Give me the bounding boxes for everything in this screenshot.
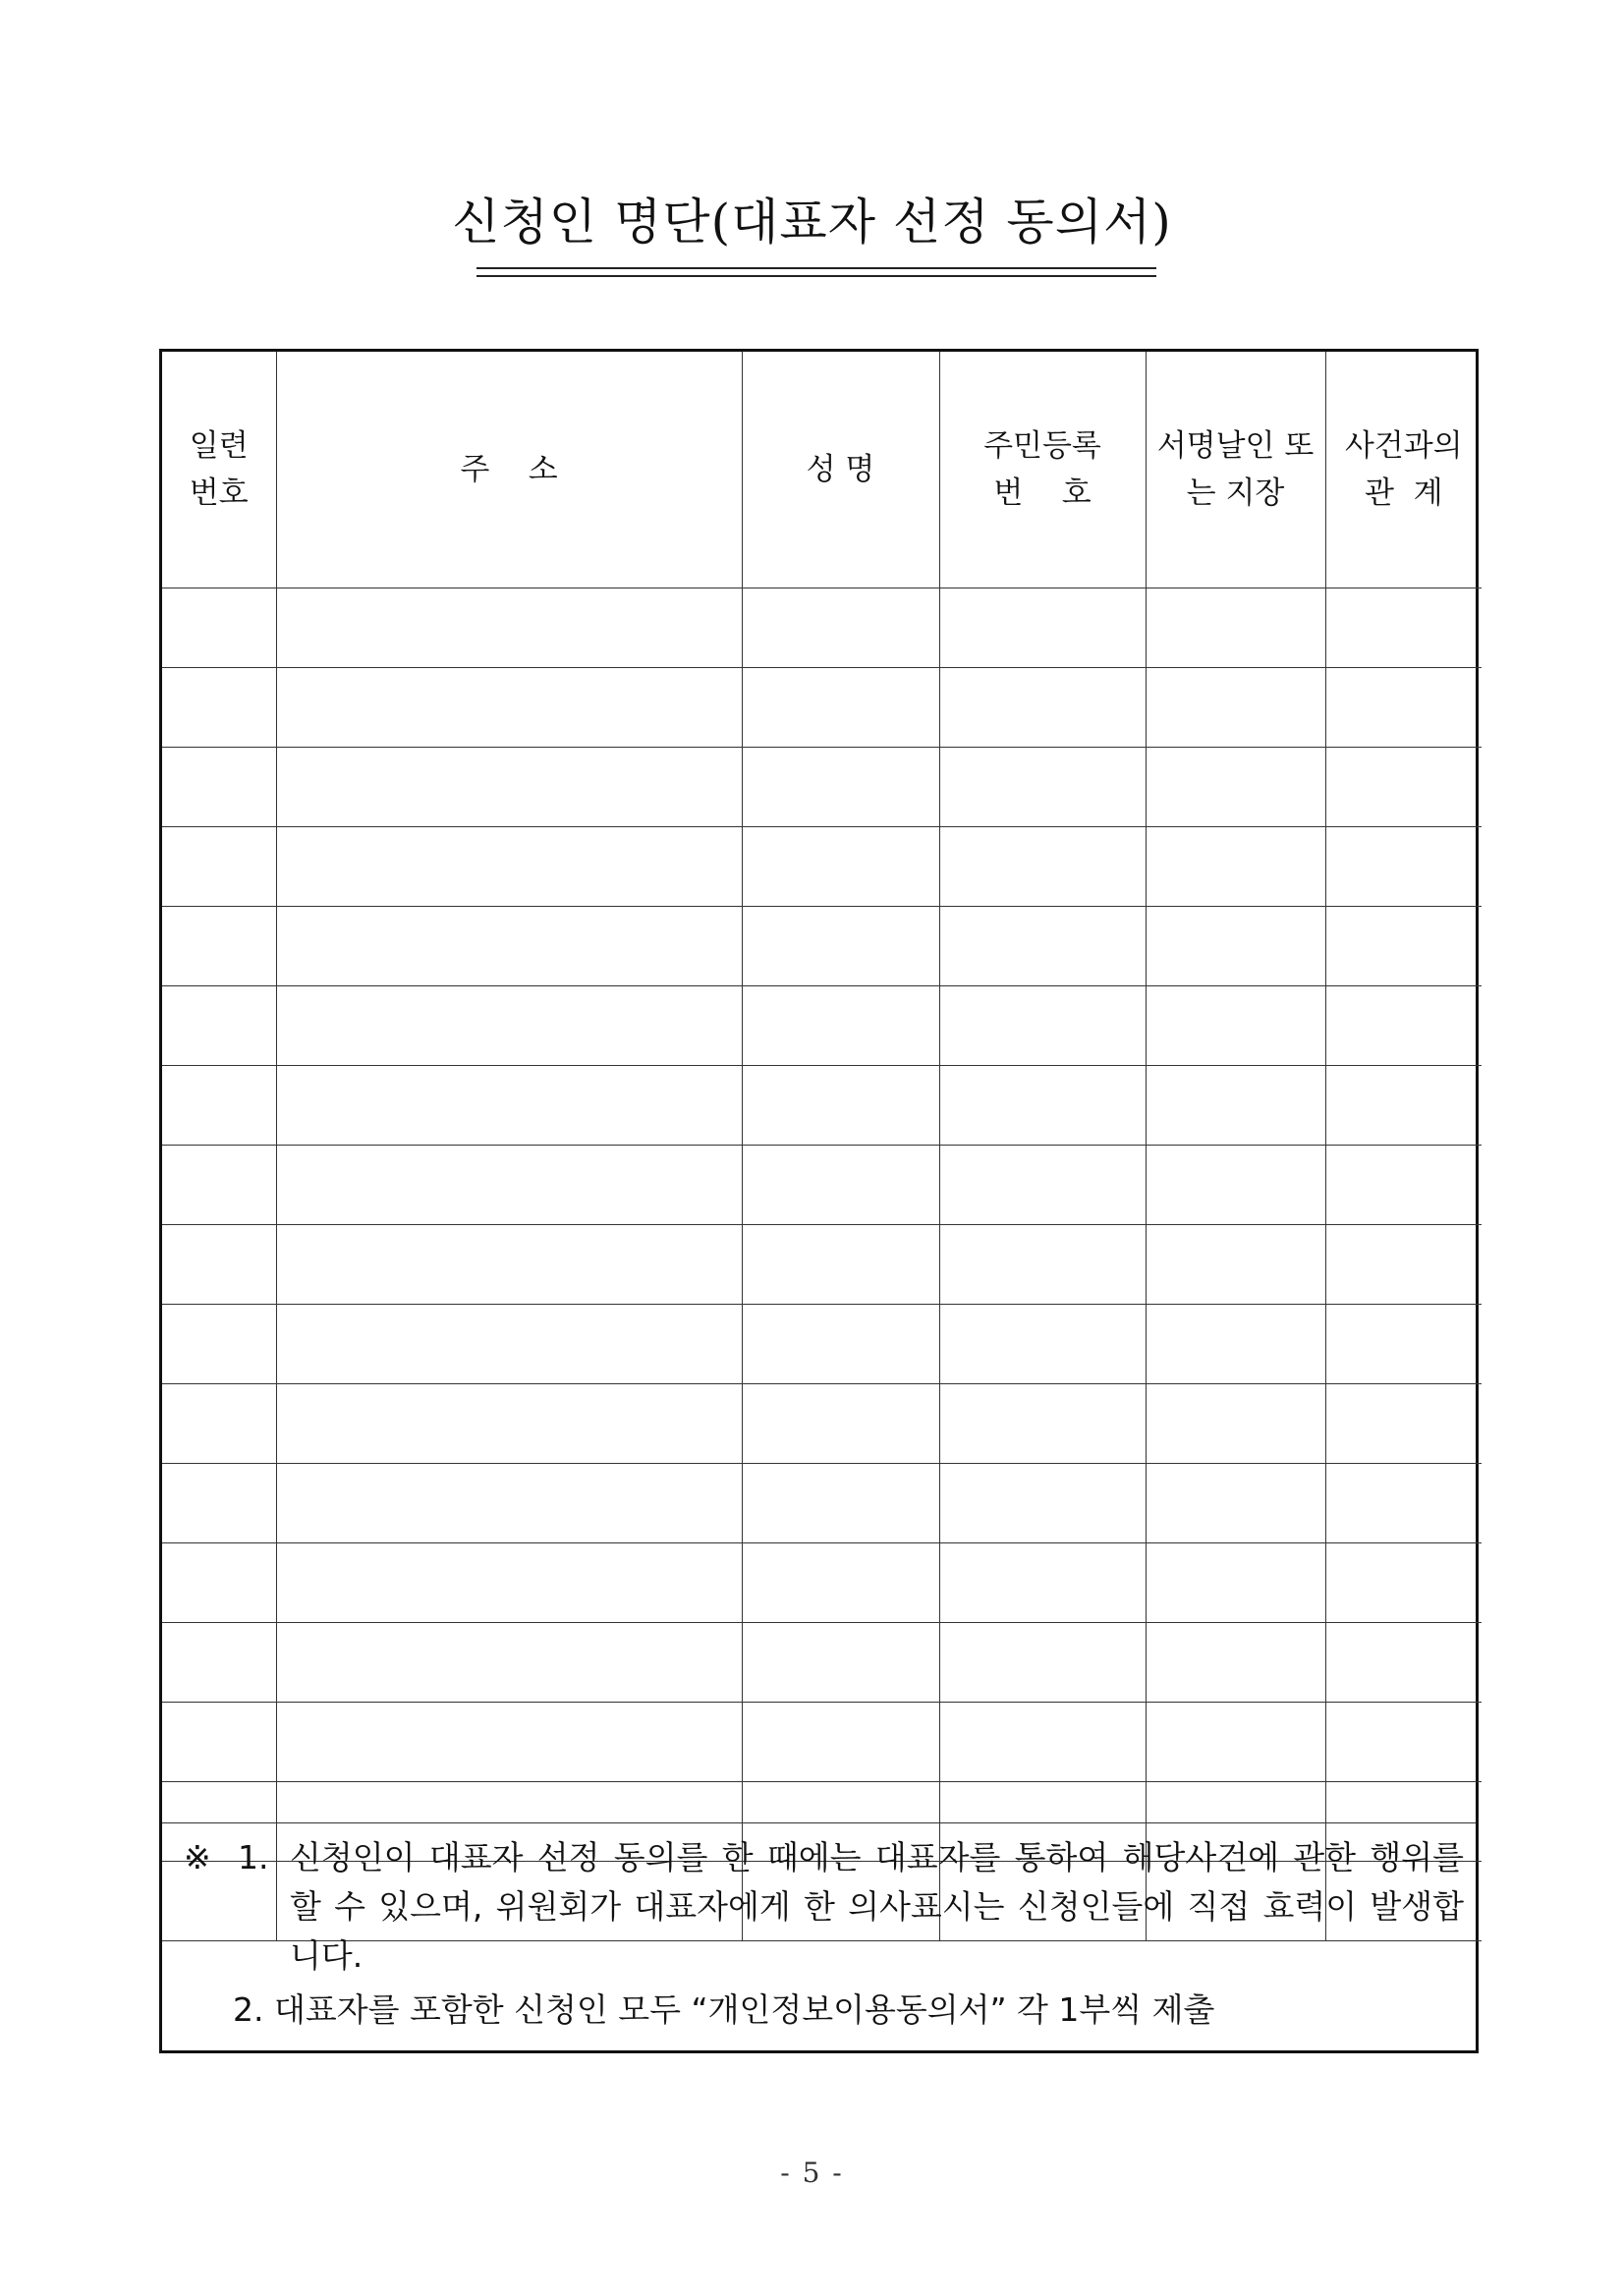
cell-address[interactable] bbox=[276, 1703, 742, 1782]
cell-address[interactable] bbox=[276, 1066, 742, 1146]
cell-signature[interactable] bbox=[1146, 1623, 1325, 1703]
cell-address[interactable] bbox=[276, 1305, 742, 1384]
cell-name[interactable] bbox=[742, 1225, 939, 1305]
cell-signature[interactable] bbox=[1146, 827, 1325, 907]
cell-name[interactable] bbox=[742, 1623, 939, 1703]
cell-relationship[interactable] bbox=[1325, 827, 1482, 907]
table-row bbox=[162, 1464, 1482, 1543]
cell-relationship[interactable] bbox=[1325, 1225, 1482, 1305]
underline-top bbox=[476, 267, 1156, 269]
cell-signature[interactable] bbox=[1146, 1225, 1325, 1305]
cell-serial[interactable] bbox=[162, 1146, 276, 1225]
cell-address[interactable] bbox=[276, 1623, 742, 1703]
cell-address[interactable] bbox=[276, 668, 742, 748]
cell-name[interactable] bbox=[742, 1384, 939, 1464]
cell-serial[interactable] bbox=[162, 1623, 276, 1703]
cell-name[interactable] bbox=[742, 588, 939, 668]
cell-relationship[interactable] bbox=[1325, 1305, 1482, 1384]
table-row bbox=[162, 1384, 1482, 1464]
title-double-underline bbox=[476, 267, 1156, 279]
cell-relationship[interactable] bbox=[1325, 1384, 1482, 1464]
cell-serial[interactable] bbox=[162, 1464, 276, 1543]
note-2: 2. 대표자를 포함한 신청인 모두 “개인정보이용동의서” 각 1부씩 제출 bbox=[233, 1990, 1215, 2029]
cell-resident-number[interactable] bbox=[939, 827, 1146, 907]
page-number: - 5 - bbox=[780, 2156, 844, 2189]
notes-section bbox=[162, 1822, 1476, 2054]
cell-resident-number[interactable] bbox=[939, 1146, 1146, 1225]
cell-signature[interactable] bbox=[1146, 907, 1325, 986]
cell-signature[interactable] bbox=[1146, 1703, 1325, 1782]
cell-signature[interactable] bbox=[1146, 1146, 1325, 1225]
cell-address[interactable] bbox=[276, 1543, 742, 1623]
cell-name[interactable] bbox=[742, 1464, 939, 1543]
page-title: 신청인 명단(대표자 선정 동의서) bbox=[452, 194, 1172, 251]
table-row bbox=[162, 986, 1482, 1066]
cell-address[interactable] bbox=[276, 1464, 742, 1543]
table-row bbox=[162, 1703, 1482, 1782]
reference-mark: ※ bbox=[184, 1838, 211, 1876]
underline-bottom bbox=[476, 275, 1156, 277]
table-row bbox=[162, 1623, 1482, 1703]
roster-body bbox=[162, 588, 1482, 1941]
table-row bbox=[162, 748, 1482, 827]
cell-signature[interactable] bbox=[1146, 986, 1325, 1066]
table-row bbox=[162, 668, 1482, 748]
cell-resident-number[interactable] bbox=[939, 1305, 1146, 1384]
cell-serial[interactable] bbox=[162, 748, 276, 827]
header-resident-number: 주민등록 번 호 bbox=[939, 352, 1146, 588]
cell-resident-number[interactable] bbox=[939, 588, 1146, 668]
cell-serial[interactable] bbox=[162, 1225, 276, 1305]
cell-relationship[interactable] bbox=[1325, 588, 1482, 668]
cell-resident-number[interactable] bbox=[939, 907, 1146, 986]
table-row bbox=[162, 907, 1482, 986]
cell-serial[interactable] bbox=[162, 907, 276, 986]
cell-relationship[interactable] bbox=[1325, 1066, 1482, 1146]
title-area bbox=[0, 193, 1624, 252]
cell-name[interactable] bbox=[742, 986, 939, 1066]
cell-resident-number[interactable] bbox=[939, 1543, 1146, 1623]
table-row bbox=[162, 1066, 1482, 1146]
cell-name[interactable] bbox=[742, 907, 939, 986]
header-serial-number: 일련 번호 bbox=[162, 352, 276, 588]
cell-name[interactable] bbox=[742, 1146, 939, 1225]
cell-signature[interactable] bbox=[1146, 668, 1325, 748]
cell-address[interactable] bbox=[276, 907, 742, 986]
note-1-number: 1. bbox=[238, 1838, 269, 1876]
cell-serial[interactable] bbox=[162, 827, 276, 907]
cell-relationship[interactable] bbox=[1325, 1623, 1482, 1703]
cell-signature[interactable] bbox=[1146, 1464, 1325, 1543]
cell-name[interactable] bbox=[742, 827, 939, 907]
table-row bbox=[162, 588, 1482, 668]
cell-signature[interactable] bbox=[1146, 1384, 1325, 1464]
cell-resident-number[interactable] bbox=[939, 748, 1146, 827]
cell-signature[interactable] bbox=[1146, 1305, 1325, 1384]
cell-relationship[interactable] bbox=[1325, 1703, 1482, 1782]
cell-resident-number[interactable] bbox=[939, 1703, 1146, 1782]
cell-resident-number[interactable] bbox=[939, 1384, 1146, 1464]
cell-name[interactable] bbox=[742, 1305, 939, 1384]
cell-serial[interactable] bbox=[162, 1066, 276, 1146]
cell-relationship[interactable] bbox=[1325, 668, 1482, 748]
cell-relationship[interactable] bbox=[1325, 1464, 1482, 1543]
table-row bbox=[162, 1543, 1482, 1623]
cell-address[interactable] bbox=[276, 748, 742, 827]
cell-resident-number[interactable] bbox=[939, 1623, 1146, 1703]
cell-resident-number[interactable] bbox=[939, 668, 1146, 748]
cell-serial[interactable] bbox=[162, 1305, 276, 1384]
table-row bbox=[162, 1305, 1482, 1384]
cell-address[interactable] bbox=[276, 1384, 742, 1464]
header-row bbox=[162, 352, 1482, 588]
header-relationship: 사건과의 관 계 bbox=[1325, 352, 1482, 588]
cell-relationship[interactable] bbox=[1325, 907, 1482, 986]
cell-address[interactable] bbox=[276, 986, 742, 1066]
cell-serial[interactable] bbox=[162, 1543, 276, 1623]
cell-serial[interactable] bbox=[162, 1703, 276, 1782]
header-signature: 서명날인 또 는 지장 bbox=[1146, 352, 1325, 588]
applicant-roster-table bbox=[162, 352, 1482, 1941]
table-row bbox=[162, 827, 1482, 907]
cell-relationship[interactable] bbox=[1325, 1146, 1482, 1225]
cell-resident-number[interactable] bbox=[939, 1464, 1146, 1543]
cell-relationship[interactable] bbox=[1325, 1543, 1482, 1623]
cell-relationship[interactable] bbox=[1325, 986, 1482, 1066]
cell-name[interactable] bbox=[742, 1066, 939, 1146]
cell-address[interactable] bbox=[276, 1146, 742, 1225]
cell-relationship[interactable] bbox=[1325, 748, 1482, 827]
cell-serial[interactable] bbox=[162, 668, 276, 748]
cell-name[interactable] bbox=[742, 748, 939, 827]
note-1-text: 신청인이 대표자 선정 동의를 한 때에는 대표자를 통하여 해당사건에 관한 행위를 할 수 있으며, 위원회가 대표자에게 한 의사표시는 신청인들에 직접 효력이 발생합니다. bbox=[290, 1838, 1464, 1975]
cell-signature[interactable] bbox=[1146, 588, 1325, 668]
cell-name[interactable] bbox=[742, 668, 939, 748]
cell-serial[interactable] bbox=[162, 588, 276, 668]
cell-signature[interactable] bbox=[1146, 748, 1325, 827]
cell-resident-number[interactable] bbox=[939, 1225, 1146, 1305]
cell-name[interactable] bbox=[742, 1703, 939, 1782]
cell-serial[interactable] bbox=[162, 1384, 276, 1464]
cell-name[interactable] bbox=[742, 1543, 939, 1623]
cell-address[interactable] bbox=[276, 588, 742, 668]
table-row bbox=[162, 1225, 1482, 1305]
cell-signature[interactable] bbox=[1146, 1066, 1325, 1146]
cell-serial[interactable] bbox=[162, 986, 276, 1066]
cell-address[interactable] bbox=[276, 1225, 742, 1305]
table-row bbox=[162, 1146, 1482, 1225]
cell-signature[interactable] bbox=[1146, 1543, 1325, 1623]
cell-address[interactable] bbox=[276, 827, 742, 907]
header-name: 성 명 bbox=[742, 352, 939, 588]
header-address: 주 소 bbox=[276, 352, 742, 588]
cell-resident-number[interactable] bbox=[939, 986, 1146, 1066]
applicant-roster-form bbox=[159, 349, 1479, 2053]
cell-resident-number[interactable] bbox=[939, 1066, 1146, 1146]
